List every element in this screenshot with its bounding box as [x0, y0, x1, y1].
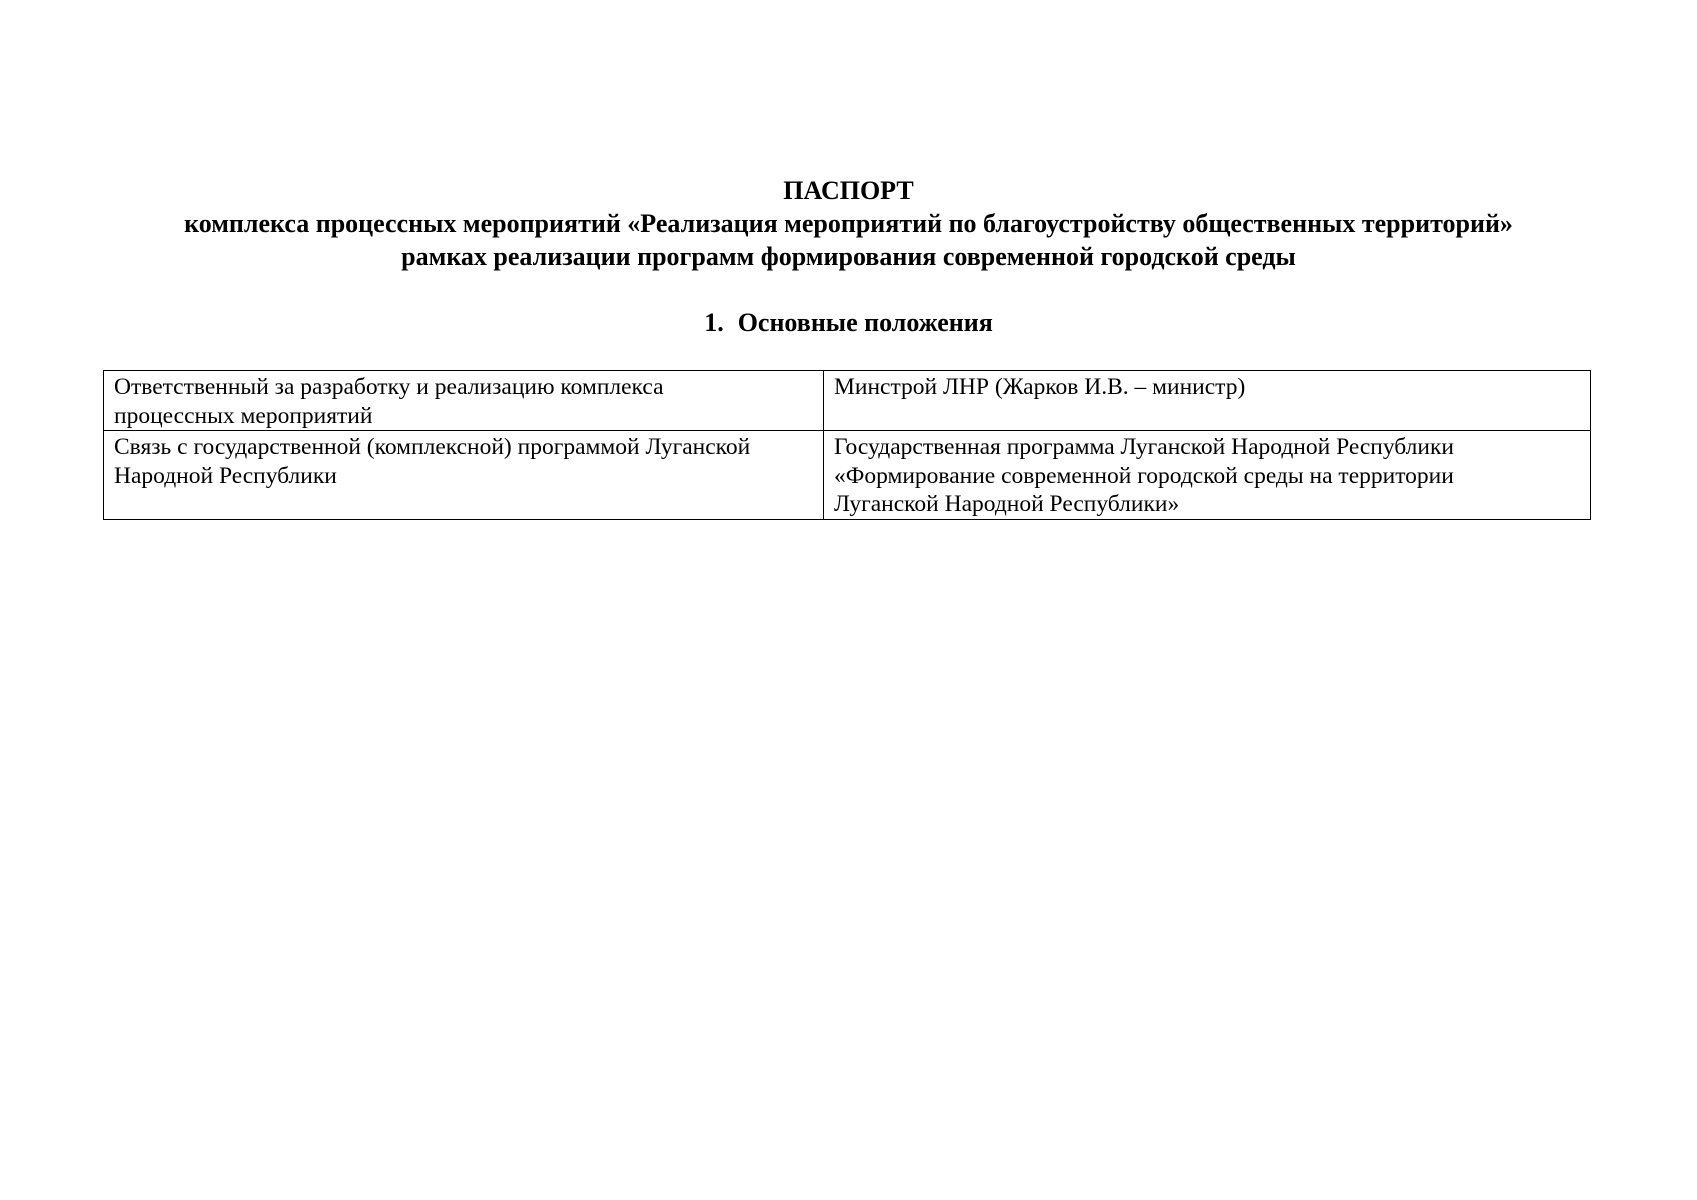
document-title-block — [0, 174, 1697, 273]
document-subtitle-line-1: комплекса процессных мероприятий «Реализация мероприятий по благоустройству общественных территорий» — [184, 209, 1513, 238]
program-link-label: Связь с государственной (комплексной) программой Луганской Народной Республики — [114, 434, 751, 489]
table-cell-value — [824, 431, 1591, 520]
table-cell-label — [104, 371, 824, 431]
document-title: ПАСПОРТ — [783, 176, 914, 205]
program-link-value: Государственная программа Луганской Народной Республики «Формирование современной городской среды на территории Луганской Народной Республики» — [834, 434, 1454, 517]
table-row — [104, 431, 1591, 520]
main-provisions-table — [103, 370, 1591, 520]
responsible-value: Минстрой ЛНР (Жарков И.В. – министр) — [834, 374, 1246, 400]
table-cell-label — [104, 431, 824, 520]
document-subtitle-line-2: рамках реализации программ формирования современной городской среды — [401, 242, 1296, 271]
table-row — [104, 371, 1591, 431]
section-title: Основные положения — [737, 308, 993, 337]
responsible-label: Ответственный за разработку и реализацию комплекса процессных мероприятий — [114, 374, 664, 429]
section-heading — [0, 306, 1697, 339]
table-cell-value — [824, 371, 1591, 431]
section-number: 1. — [704, 308, 724, 337]
